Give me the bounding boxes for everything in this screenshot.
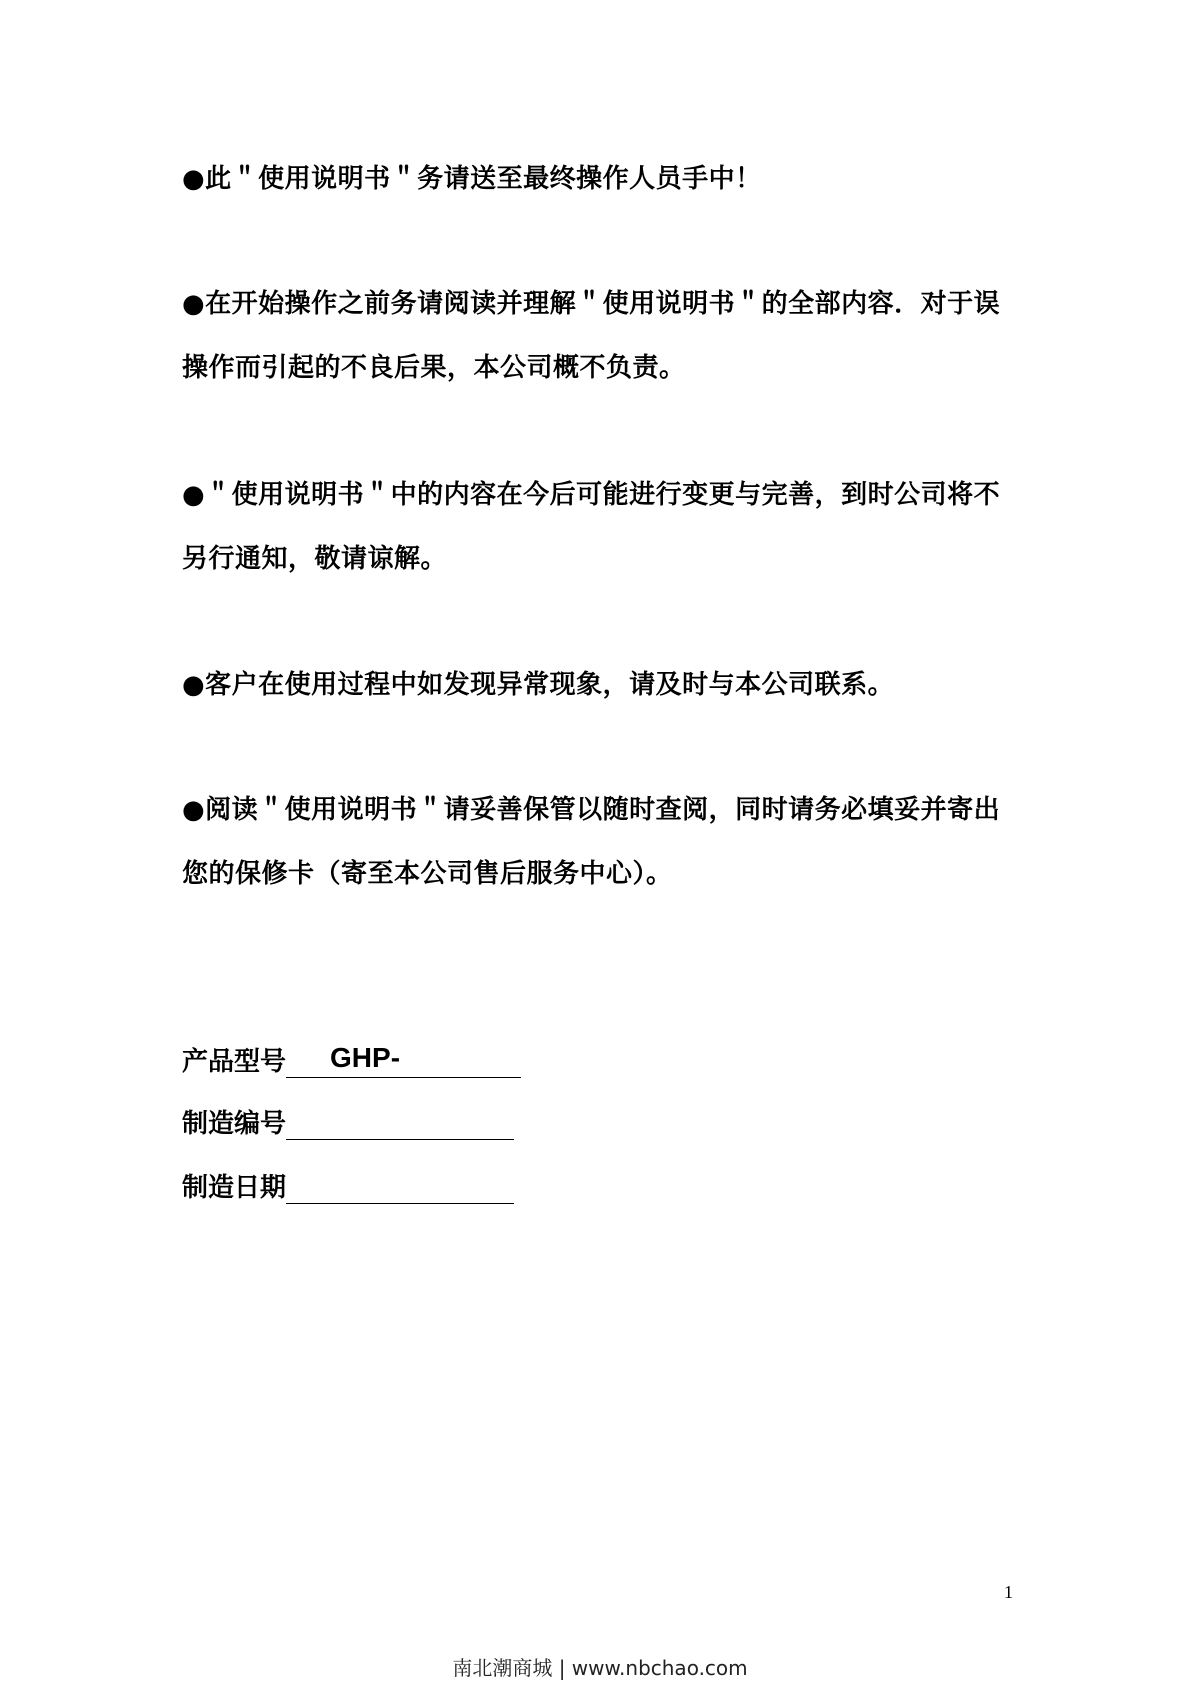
manufacture-date-label: 制造日期 — [182, 1173, 287, 1203]
page-number: 1 — [1004, 1582, 1013, 1602]
serial-number-label: 制造编号 — [182, 1109, 287, 1139]
serial-number-field — [182, 1102, 514, 1146]
product-model-field — [182, 1040, 521, 1084]
product-model-value: GHP- — [330, 1042, 401, 1073]
manufacture-date-field — [182, 1166, 514, 1210]
footer-watermark[interactable]: 南北潮商城 | www.nbchao.com — [452, 1656, 748, 1680]
serial-number-line — [286, 1103, 514, 1140]
manufacture-date-line — [286, 1167, 514, 1204]
notice-keep-manual-warranty-card: ●阅读＂使用说明书＂请妥善保管以随时查阅，同时请务必填妥并寄出您的保修卡（寄至本公司售后服务中心）。 — [182, 795, 1001, 889]
notice-deliver-to-operator: ●此＂使用说明书＂务请送至最终操作人员手中！ — [182, 164, 762, 194]
notice-content-may-change: ●＂使用说明书＂中的内容在今后可能进行变更与完善，到时公司将不另行通知，敬请谅解。 — [182, 480, 1001, 574]
product-model-label: 产品型号 — [182, 1047, 287, 1077]
product-model-line — [286, 1041, 521, 1078]
notice-read-before-operation: ●在开始操作之前务请阅读并理解＂使用说明书＂的全部内容．对于误操作而引起的不良后果，本公司概不负责。 — [182, 289, 1001, 383]
notice-contact-company: ●客户在使用过程中如发现异常现象，请及时与本公司联系。 — [182, 670, 895, 700]
